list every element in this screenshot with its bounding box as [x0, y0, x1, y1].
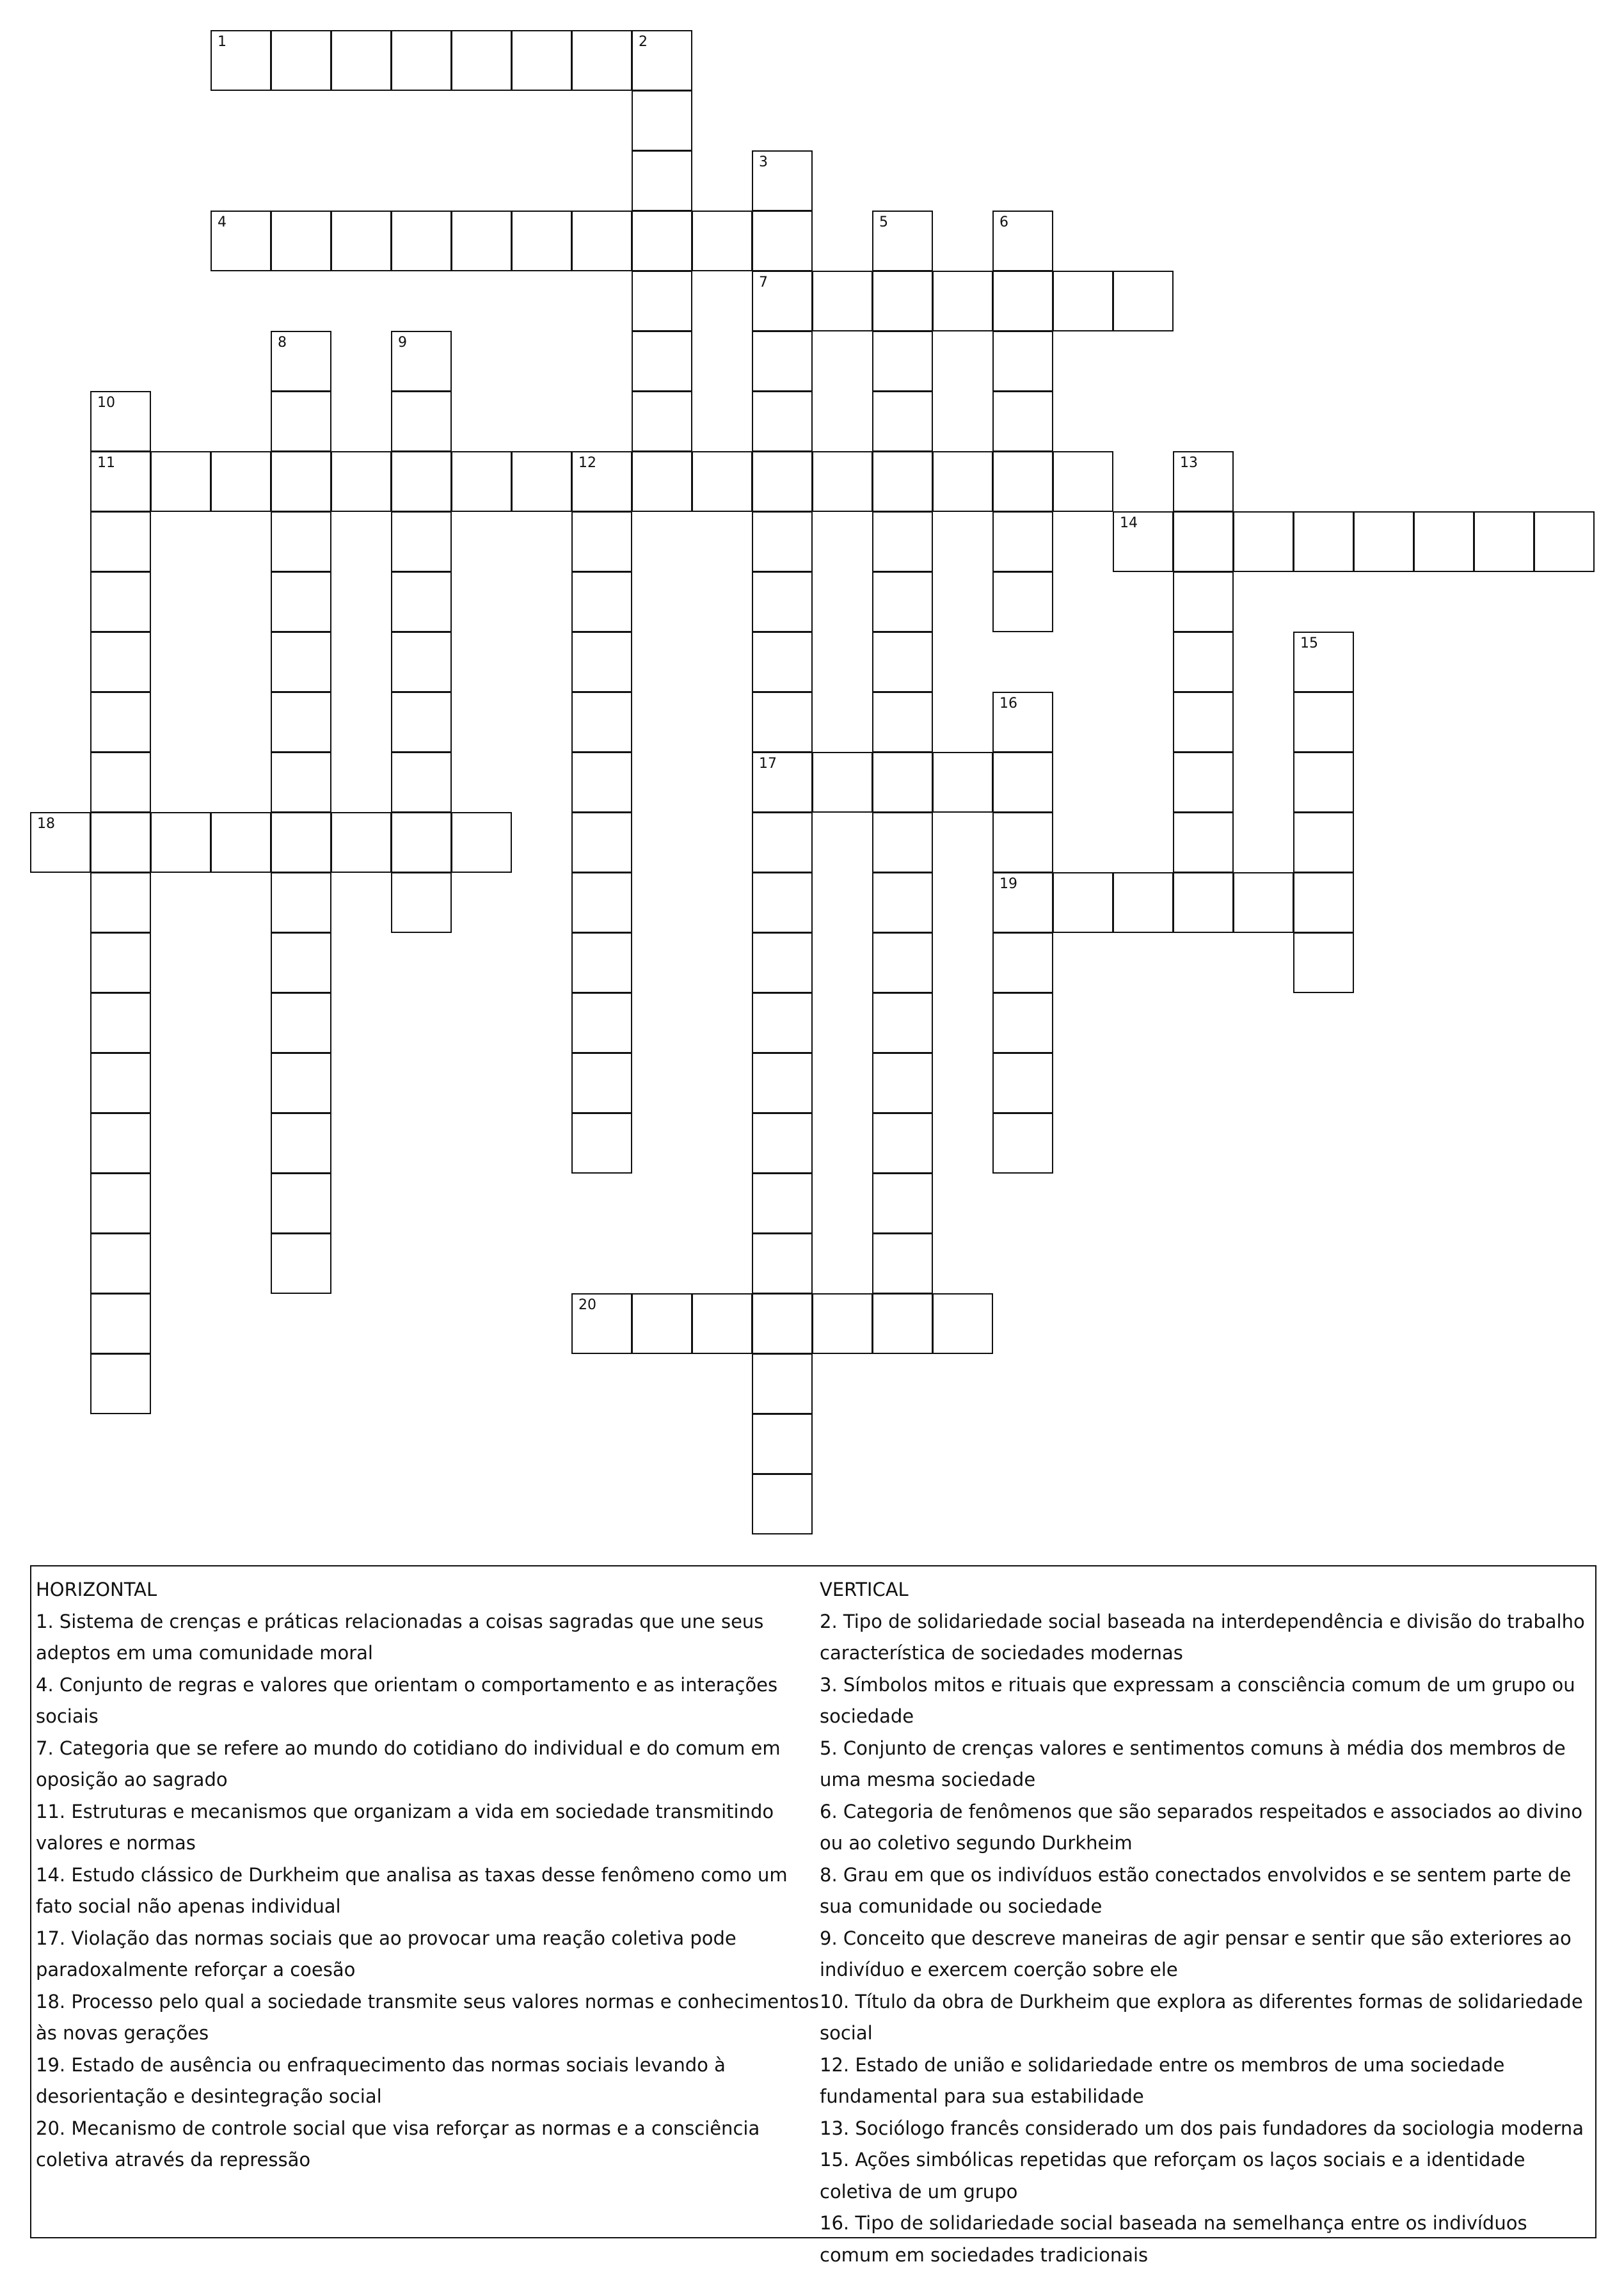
grid-cell[interactable]	[1293, 692, 1354, 753]
grid-cell[interactable]	[391, 451, 452, 512]
grid-cell[interactable]	[992, 932, 1053, 993]
grid-cell[interactable]	[992, 271, 1053, 331]
grid-cell[interactable]	[752, 1173, 813, 1234]
grid-cell[interactable]	[812, 271, 873, 331]
grid-cell[interactable]	[632, 211, 692, 271]
grid-cell[interactable]	[451, 451, 512, 512]
grid-cell[interactable]	[1293, 932, 1354, 993]
grid-cell[interactable]	[1173, 812, 1234, 873]
clue-down-5: 5. Conjunto de crenças valores e sentimentos comuns à média dos membros de uma mesma sociedade	[820, 1737, 1566, 1790]
grid-cell[interactable]	[90, 1113, 151, 1174]
grid-cell[interactable]	[872, 752, 933, 813]
grid-cell[interactable]	[1293, 632, 1354, 692]
grid-cell[interactable]	[1053, 872, 1113, 933]
grid-cell[interactable]	[391, 391, 452, 452]
grid-cell[interactable]	[571, 1113, 632, 1174]
grid-cell[interactable]	[812, 752, 873, 813]
vertical-clues	[820, 1574, 1596, 2271]
grid-cell[interactable]	[451, 30, 512, 91]
grid-cell[interactable]	[90, 992, 151, 1053]
grid-cell[interactable]	[1293, 511, 1354, 572]
clue-across-4: 4. Conjunto de regras e valores que orientam o comportamento e as interações sociais	[36, 1673, 778, 1727]
horizontal-heading: HORIZONTAL	[36, 1579, 157, 1600]
grid-cell[interactable]	[872, 331, 933, 392]
grid-cell[interactable]	[211, 211, 271, 271]
clue-across-19: 19. Estado de ausência ou enfraquecimento das normas sociais levando à desorientação e desintegração social	[36, 2053, 726, 2107]
grid-cell[interactable]	[872, 211, 933, 271]
grid-cell[interactable]	[511, 30, 572, 91]
grid-cell[interactable]	[812, 1293, 873, 1354]
grid-cell[interactable]	[271, 571, 331, 632]
grid-cell[interactable]	[331, 812, 392, 873]
grid-cell[interactable]	[571, 752, 632, 813]
grid-cell[interactable]	[1113, 511, 1174, 572]
clue-number: 15	[1300, 635, 1318, 651]
grid-cell[interactable]	[872, 632, 933, 692]
grid-cell[interactable]	[90, 752, 151, 813]
grid-cell[interactable]	[571, 1293, 632, 1354]
grid-cell[interactable]	[271, 391, 331, 452]
clue-number: 4	[218, 214, 227, 230]
clue-number: 19	[999, 876, 1017, 892]
grid-cell[interactable]	[872, 872, 933, 933]
grid-cell[interactable]	[872, 932, 933, 993]
grid-cell[interactable]	[90, 1293, 151, 1354]
clues-box	[30, 1565, 1596, 2266]
grid-cell[interactable]	[752, 1414, 813, 1474]
clue-number: 16	[999, 696, 1017, 712]
grid-cell[interactable]	[752, 150, 813, 211]
grid-cell[interactable]	[872, 451, 933, 512]
horizontal-clues	[36, 1574, 820, 2176]
clue-across-14: 14. Estudo clássico de Durkheim que analisa as taxas desse fenômeno como um fato social não apenas individual	[36, 1863, 788, 1917]
grid-cell[interactable]	[271, 812, 331, 873]
grid-cell[interactable]	[872, 1113, 933, 1174]
grid-cell[interactable]	[932, 271, 993, 331]
grid-cell[interactable]	[271, 932, 331, 993]
grid-cell[interactable]	[932, 451, 993, 512]
clue-down-8: 8. Grau em que os indivíduos estão conectados envolvidos e se sentem parte de sua comunidade ou sociedade	[820, 1863, 1572, 1917]
grid-cell[interactable]	[271, 752, 331, 813]
grid-cell[interactable]	[1293, 872, 1354, 933]
grid-cell[interactable]	[752, 1353, 813, 1414]
clue-across-18: 18. Processo pelo qual a sociedade transmite seus valores normas e conhecimentos às novas gerações	[36, 1990, 819, 2044]
grid-cell[interactable]	[90, 872, 151, 933]
grid-cell[interactable]	[150, 812, 211, 873]
clue-number: 1	[218, 34, 227, 50]
grid-cell[interactable]	[872, 1293, 933, 1354]
grid-cell[interactable]	[1053, 271, 1113, 331]
clue-down-10: 10. Título da obra de Durkheim que explora as diferentes formas de solidariedade social	[820, 1990, 1583, 2044]
grid-cell[interactable]	[1173, 872, 1234, 933]
clue-number: 5	[879, 214, 888, 230]
grid-cell[interactable]	[90, 1173, 151, 1234]
clue-down-3: 3. Símbolos mitos e rituais que expressam a consciência comum de um grupo ou sociedade	[820, 1673, 1575, 1727]
grid-cell[interactable]	[752, 1233, 813, 1294]
grid-cell[interactable]	[511, 451, 572, 512]
grid-cell[interactable]	[992, 692, 1053, 753]
grid-cell[interactable]	[90, 1233, 151, 1294]
grid-cell[interactable]	[331, 30, 392, 91]
clue-number: 10	[97, 395, 115, 411]
grid-cell[interactable]	[752, 872, 813, 933]
grid-cell[interactable]	[692, 451, 752, 512]
grid-cell[interactable]	[632, 331, 692, 392]
grid-cell[interactable]	[331, 451, 392, 512]
grid-cell[interactable]	[391, 571, 452, 632]
grid-cell[interactable]	[992, 992, 1053, 1053]
grid-cell[interactable]	[992, 391, 1053, 452]
grid-cell[interactable]	[571, 211, 632, 271]
grid-cell[interactable]	[90, 511, 151, 572]
grid-cell[interactable]	[451, 211, 512, 271]
grid-cell[interactable]	[271, 872, 331, 933]
grid-cell[interactable]	[90, 451, 151, 512]
grid-cell[interactable]	[872, 1053, 933, 1113]
grid-cell[interactable]	[391, 331, 452, 392]
grid-cell[interactable]	[391, 692, 452, 753]
grid-cell[interactable]	[90, 632, 151, 692]
grid-cell[interactable]	[391, 812, 452, 873]
grid-cell[interactable]	[211, 30, 271, 91]
grid-cell[interactable]	[571, 632, 632, 692]
clue-across-11: 11. Estruturas e mecanismos que organizam a vida em sociedade transmitindo valores e normas	[36, 1800, 774, 1854]
grid-cell[interactable]	[752, 632, 813, 692]
grid-cell[interactable]	[932, 752, 993, 813]
grid-cell[interactable]	[692, 1293, 752, 1354]
clue-down-12: 12. Estado de união e solidariedade entre os membros de uma sociedade fundamental para sua estabilidade	[820, 2053, 1505, 2107]
grid-cell[interactable]	[1173, 632, 1234, 692]
grid-cell[interactable]	[632, 391, 692, 452]
grid-cell[interactable]	[1293, 812, 1354, 873]
clue-number: 9	[398, 335, 407, 351]
grid-cell[interactable]	[271, 992, 331, 1053]
grid-cell[interactable]	[271, 511, 331, 572]
grid-cell[interactable]	[571, 692, 632, 753]
grid-cell[interactable]	[692, 211, 752, 271]
grid-cell[interactable]	[1173, 451, 1234, 512]
grid-cell[interactable]	[872, 692, 933, 753]
grid-cell[interactable]	[571, 30, 632, 91]
grid-cell[interactable]	[992, 511, 1053, 572]
grid-cell[interactable]	[571, 812, 632, 873]
grid-cell[interactable]	[571, 511, 632, 572]
grid-cell[interactable]	[451, 812, 512, 873]
clue-number: 11	[97, 455, 115, 471]
grid-cell[interactable]	[90, 571, 151, 632]
grid-cell[interactable]	[1173, 571, 1234, 632]
grid-cell[interactable]	[1053, 451, 1113, 512]
grid-cell[interactable]	[872, 271, 933, 331]
grid-cell[interactable]	[90, 932, 151, 993]
grid-cell[interactable]	[752, 1474, 813, 1534]
grid-cell[interactable]	[1474, 511, 1534, 572]
grid-cell[interactable]	[391, 211, 452, 271]
grid-cell[interactable]	[812, 451, 873, 512]
grid-cell[interactable]	[271, 1233, 331, 1294]
grid-cell[interactable]	[992, 1053, 1053, 1113]
grid-cell[interactable]	[571, 451, 632, 512]
grid-cell[interactable]	[90, 391, 151, 452]
grid-cell[interactable]	[331, 211, 392, 271]
grid-cell[interactable]	[391, 511, 452, 572]
clue-down-16: 16. Tipo de solidariedade social baseada na semelhança entre os indivíduos comum em sociedades tradicionais	[820, 2212, 1527, 2266]
grid-cell[interactable]	[1233, 511, 1294, 572]
grid-cell[interactable]	[271, 1053, 331, 1113]
grid-cell[interactable]	[211, 451, 271, 512]
grid-cell[interactable]	[391, 752, 452, 813]
grid-cell[interactable]	[872, 1233, 933, 1294]
grid-cell[interactable]	[992, 331, 1053, 392]
grid-cell[interactable]	[872, 571, 933, 632]
clue-number: 18	[37, 816, 55, 832]
grid-cell[interactable]	[1353, 511, 1414, 572]
grid-cell[interactable]	[271, 692, 331, 753]
clue-number: 7	[759, 275, 768, 291]
grid-cell[interactable]	[1113, 872, 1174, 933]
grid-cell[interactable]	[271, 1113, 331, 1174]
grid-cell[interactable]	[872, 812, 933, 873]
grid-cell[interactable]	[752, 511, 813, 572]
grid-cell[interactable]	[211, 812, 271, 873]
grid-cell[interactable]	[571, 932, 632, 993]
grid-cell[interactable]	[632, 1293, 692, 1354]
grid-cell[interactable]	[752, 451, 813, 512]
grid-cell[interactable]	[872, 511, 933, 572]
grid-cell[interactable]	[1534, 511, 1595, 572]
grid-cell[interactable]	[632, 150, 692, 211]
grid-cell[interactable]	[571, 571, 632, 632]
clue-number: 20	[578, 1297, 596, 1313]
clue-number: 3	[759, 154, 768, 170]
grid-cell[interactable]	[752, 271, 813, 331]
grid-cell[interactable]	[271, 451, 331, 512]
clue-number: 14	[1120, 515, 1138, 531]
grid-cell[interactable]	[1233, 872, 1294, 933]
grid-cell[interactable]	[752, 932, 813, 993]
clue-number: 12	[578, 455, 596, 471]
grid-cell[interactable]	[511, 211, 572, 271]
clue-number: 6	[999, 214, 1008, 230]
clue-across-20: 20. Mecanismo de controle social que visa reforçar as normas e a consciência coletiva através da repressão	[36, 2117, 760, 2171]
grid-cell[interactable]	[1293, 752, 1354, 813]
grid-cell[interactable]	[391, 632, 452, 692]
grid-cell[interactable]	[752, 211, 813, 271]
clue-down-2: 2. Tipo de solidariedade social baseada na interdependência e divisão do trabalho característica de sociedades modernas	[820, 1610, 1585, 1664]
grid-cell[interactable]	[752, 692, 813, 753]
clue-across-7: 7. Categoria que se refere ao mundo do cotidiano do individual e do comum em oposição ao sagrado	[36, 1737, 781, 1790]
grid-cell[interactable]	[992, 211, 1053, 271]
grid-cell[interactable]	[872, 992, 933, 1053]
grid-cell[interactable]	[992, 571, 1053, 632]
grid-cell[interactable]	[30, 812, 91, 873]
grid-cell[interactable]	[1173, 752, 1234, 813]
grid-cell[interactable]	[752, 1113, 813, 1174]
clue-number: 13	[1180, 455, 1198, 471]
vertical-heading: VERTICAL	[820, 1579, 909, 1600]
grid-cell[interactable]	[90, 812, 151, 873]
grid-cell[interactable]	[872, 1173, 933, 1234]
grid-cell[interactable]	[752, 571, 813, 632]
grid-cell[interactable]	[932, 1293, 993, 1354]
grid-cell[interactable]	[1173, 511, 1234, 572]
grid-cell[interactable]	[992, 451, 1053, 512]
grid-cell[interactable]	[632, 271, 692, 331]
grid-cell[interactable]	[752, 391, 813, 452]
grid-cell[interactable]	[752, 1293, 813, 1354]
grid-cell[interactable]	[150, 451, 211, 512]
grid-cell[interactable]	[632, 30, 692, 91]
grid-cell[interactable]	[992, 812, 1053, 873]
grid-cell[interactable]	[571, 992, 632, 1053]
grid-cell[interactable]	[872, 391, 933, 452]
grid-cell[interactable]	[632, 451, 692, 512]
grid-cell[interactable]	[752, 992, 813, 1053]
grid-cell[interactable]	[752, 812, 813, 873]
clue-down-9: 9. Conceito que descreve maneiras de agir pensar e sentir que são exteriores ao indivíduo e exercem coerção sobre ele	[820, 1927, 1572, 1980]
grid-cell[interactable]	[90, 1053, 151, 1113]
grid-cell[interactable]	[1413, 511, 1474, 572]
clue-down-15: 15. Ações simbólicas repetidas que reforçam os laços sociais e a identidade coletiva de um grupo	[820, 2149, 1525, 2203]
grid-cell[interactable]	[90, 1353, 151, 1414]
grid-cell[interactable]	[571, 1053, 632, 1113]
clue-down-13: 13. Sociólogo francês considerado um dos pais fundadores da sociologia moderna	[820, 2117, 1584, 2139]
grid-cell[interactable]	[271, 30, 331, 91]
grid-cell[interactable]	[391, 872, 452, 933]
grid-cell[interactable]	[1173, 692, 1234, 753]
grid-cell[interactable]	[90, 692, 151, 753]
grid-cell[interactable]	[752, 752, 813, 813]
grid-cell[interactable]	[992, 1113, 1053, 1174]
clue-number: 17	[759, 756, 777, 772]
clue-across-1: 1. Sistema de crenças e práticas relacionadas a coisas sagradas que une seus adeptos em uma comunidade moral	[36, 1610, 764, 1664]
grid-cell[interactable]	[271, 1173, 331, 1234]
clue-down-6: 6. Categoria de fenômenos que são separados respeitados e associados ao divino ou ao coletivo segundo Durkheim	[820, 1800, 1583, 1854]
clue-number: 2	[639, 34, 648, 50]
grid-cell[interactable]	[992, 752, 1053, 813]
grid-cell[interactable]	[391, 30, 452, 91]
clue-across-17: 17. Violação das normas sociais que ao provocar uma reação coletiva pode paradoxalmente reforçar a coesão	[36, 1927, 736, 1980]
grid-cell[interactable]	[1113, 271, 1174, 331]
grid-cell[interactable]	[632, 90, 692, 151]
grid-cell[interactable]	[271, 211, 331, 271]
grid-cell[interactable]	[992, 872, 1053, 933]
grid-cell[interactable]	[752, 331, 813, 392]
grid-cell[interactable]	[271, 331, 331, 392]
clue-number: 8	[278, 335, 287, 351]
grid-cell[interactable]	[752, 1053, 813, 1113]
grid-cell[interactable]	[571, 872, 632, 933]
grid-cell[interactable]	[271, 632, 331, 692]
